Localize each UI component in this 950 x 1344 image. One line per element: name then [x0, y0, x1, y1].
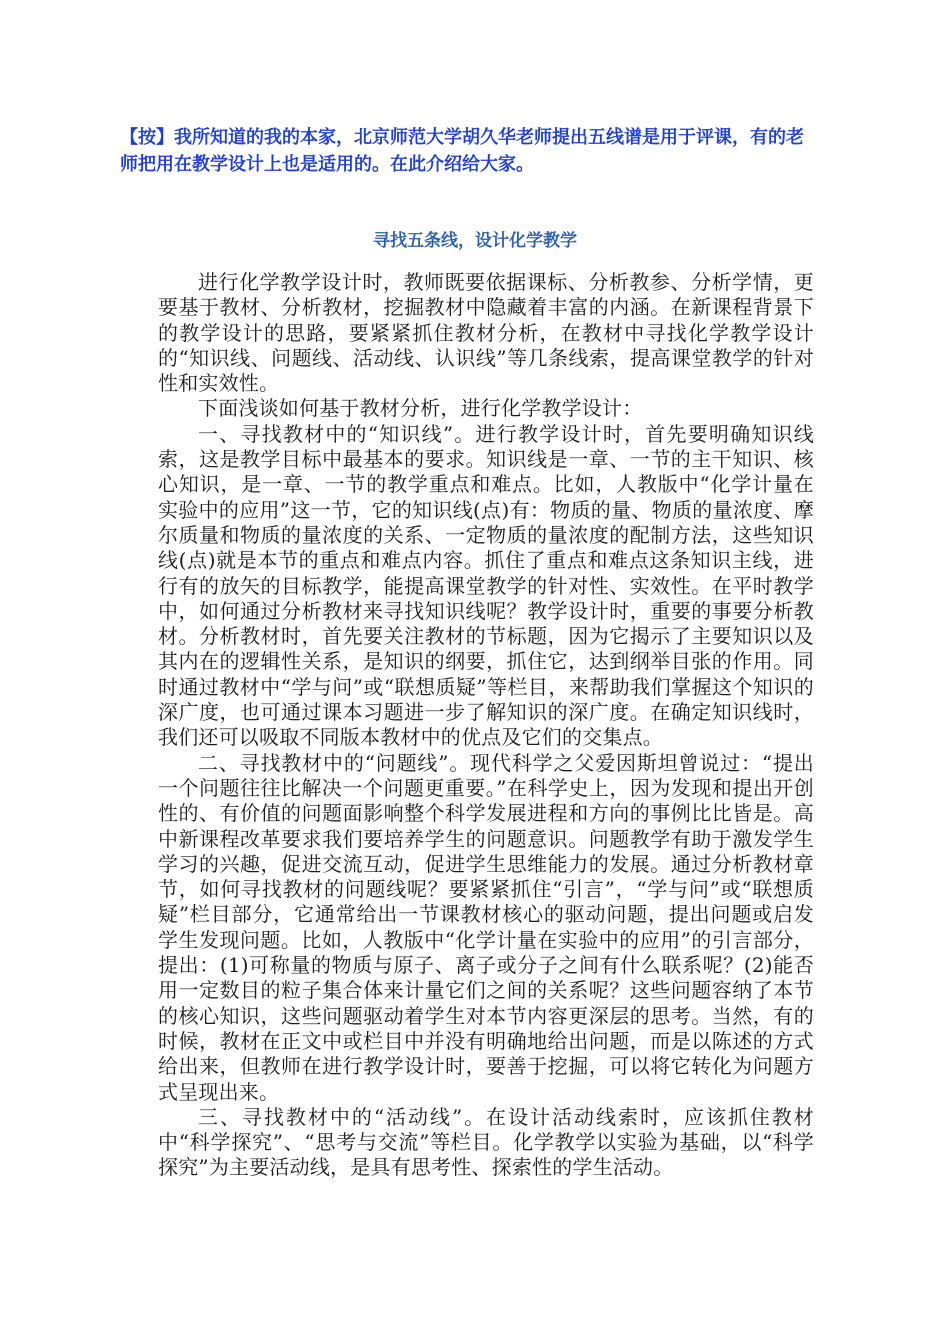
- paragraph-activity-line: 三、寻找教材中的“活动线”。在设计活动线索时，应该抓住教材中“科学探究”、“思考与交流”等栏目。化学教学以实验为基础，以“科学探究”为主要活动线，是具有思考性、探索性的学生活动。: [158, 1104, 814, 1180]
- article-body: [158, 270, 814, 1181]
- editor-note: 【按】我所知道的我的本家，北京师范大学胡久华老师提出五线谱是用于评课，有的老师把用在教学设计上也是适用的。在此介绍给大家。: [120, 127, 804, 175]
- article-title: 寻找五条线，设计化学教学: [373, 231, 577, 251]
- paragraph-lead: 下面浅谈如何基于教材分析，进行化学教学设计：: [198, 396, 643, 421]
- paragraph-knowledge-line: 一、寻找教材中的“知识线”。进行教学设计时，首先要明确知识线索，这是教学目标中最基本的要求。知识线是一章、一节的主干知识、核心知识，是一章、一节的教学重点和难点。比如，人教版中“化学计量在实验中的应用”这一节，它的知识线(点)有：物质的量、物质的量浓度、摩尔质量和物质的量浓度的关系、一定物质的量浓度的配制方法，这些知识线(点)就是本节的重点和难点内容。抓住了重点和难点这条知识主线，进行有的放矢的目标教学，能提高课堂教学的针对性、实效性。在平时教学中，如何通过分析教材来寻找知识线呢？教学设计时，重要的事要分析教材。分析教材时，首先要关注教材的节标题，因为它揭示了主要知识以及其内在的逻辑性关系，是知识的纲要，抓住它，达到纲举目张的作用。同时通过教材中“学与问”或“联想质疑”等栏目，来帮助我们掌握这个知识的深广度，也可通过课本习题进一步了解知识的深广度。在确定知识线时，我们还可以吸取不同版本教材中的优点及它们的交集点。: [158, 421, 814, 750]
- paragraph-question-line: 二、寻找教材中的“问题线”。现代科学之父爱因斯坦曾说过：“提出一个问题往往比解决一个问题更重要。”在科学史上，因为发现和提出开创性的、有价值的问题面影响整个科学发展进程和方向的事例比比皆是。高中新课程改革要求我们要培养学生的问题意识。问题教学有助于激发学生学习的兴趣，促进交流互动，促进学生思维能力的发展。通过分析教材章节，如何寻找教材的问题线呢？要紧紧抓住“引言”，“学与问”或“联想质疑”栏目部分，它通常给出一节课教材核心的驱动问题，提出问题或启发学生发现问题。比如，人教版中“化学计量在实验中的应用”的引言部分，提出：(1)可称量的物质与原子、离子或分子之间有什么联系呢？(2)能否用一定数目的粒子集合体来计量它们之间的关系呢？这些问题容纳了本节的核心知识，这些问题驱动着学生对本节内容更深层的思考。当然，有的时候，教材在正文中或栏目中并没有明确地给出问题，而是以陈述的方式给出来，但教师在进行教学设计时，要善于挖掘，可以将它转化为问题方式呈现出来。: [158, 750, 814, 1104]
- paragraph-intro: 进行化学教学设计时，教师既要依据课标、分析教参、分析学情，更要基于教材、分析教材，挖掘教材中隐藏着丰富的内涵。在新课程背景下的教学设计的思路，要紧紧抓住教材分析，在教材中寻找化学教学设计的“知识线、问题线、活动线、认识线”等几条线索，提高课堂教学的针对性和实效性。: [158, 270, 814, 396]
